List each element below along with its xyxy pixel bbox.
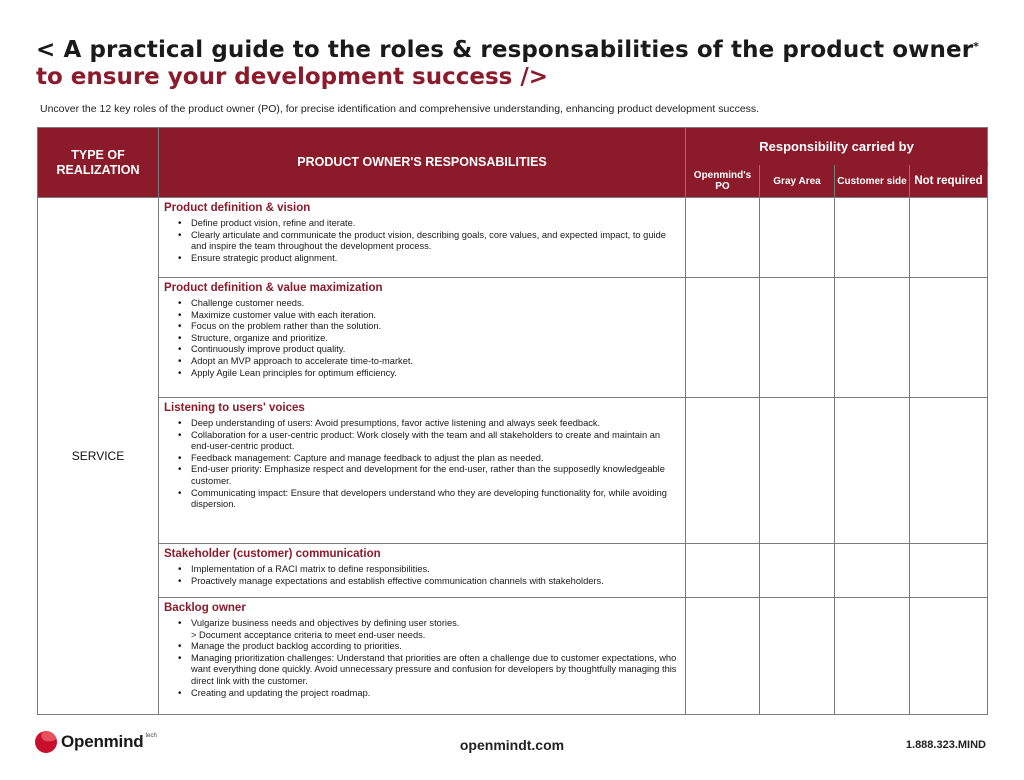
table-row <box>38 398 988 544</box>
list-item: • Vulgarize business needs and objectives by defining user stories. <box>191 618 679 630</box>
list-item: • Adopt an MVP approach to accelerate time-to-market. <box>191 356 679 368</box>
cell-not-required[interactable] <box>910 198 988 278</box>
cell-not-required[interactable] <box>910 544 988 598</box>
table-row <box>38 198 988 278</box>
type-cell-service: SERVICE <box>38 198 159 715</box>
section-title: Product definition & vision <box>164 202 311 214</box>
section-cell <box>159 278 686 398</box>
page-footer <box>0 727 1024 767</box>
cell-openmind-po[interactable] <box>686 598 760 715</box>
section-cell <box>159 398 686 544</box>
header-openmind-po: Openmind's PO <box>686 165 760 198</box>
section-cell <box>159 544 686 598</box>
page-subtitle: Uncover the 12 key roles of the product owner (PO), for precise identification and comprehensive understanding, enhancing product development success. <box>40 103 760 115</box>
item-list <box>164 218 679 264</box>
list-item: • Ensure strategic product alignment. <box>191 253 679 265</box>
list-item: • Apply Agile Lean principles for optimum efficiency. <box>191 368 679 380</box>
cell-gray-area[interactable] <box>760 278 835 398</box>
list-item: • Collaboration for a user-centric product: Work closely with the team and all stakeholders to create and maintain an end-user-centric product. <box>191 430 679 453</box>
cell-customer-side[interactable] <box>835 398 910 544</box>
list-item: • Deep understanding of users: Avoid presumptions, favor active listening and always seek feedback. <box>191 418 679 430</box>
list-item: • Communicating impact: Ensure that developers understand who they are developing functionality for, while avoiding dispersion. <box>191 488 679 511</box>
list-item: • Proactively manage expectations and establish effective communication channels with stakeholders. <box>191 576 679 588</box>
list-item: • Challenge customer needs. <box>191 298 679 310</box>
cell-customer-side[interactable] <box>835 198 910 278</box>
section-title: Listening to users' voices <box>164 402 305 414</box>
title-text-1: < A practical guide to the roles & responsabilities of the product owner <box>36 37 974 63</box>
list-item: • Structure, organize and prioritize. <box>191 333 679 345</box>
table-row <box>38 278 988 398</box>
cell-gray-area[interactable] <box>760 598 835 715</box>
cell-customer-side[interactable] <box>835 598 910 715</box>
item-list <box>164 618 679 699</box>
section-cell <box>159 198 686 278</box>
list-item: • Continuously improve product quality. <box>191 344 679 356</box>
header-customer-side: Customer side <box>835 165 910 198</box>
item-list <box>164 418 679 511</box>
section-cell <box>159 598 686 715</box>
cell-openmind-po[interactable] <box>686 198 760 278</box>
cell-gray-area[interactable] <box>760 198 835 278</box>
list-item: • Implementation of a RACI matrix to define responsibilities. <box>191 564 679 576</box>
cell-openmind-po[interactable] <box>686 398 760 544</box>
header-not-required: Not required <box>910 165 988 198</box>
list-item: • Focus on the problem rather than the solution. <box>191 321 679 333</box>
header-po-responsabilities: PRODUCT OWNER'S RESPONSABILITIES <box>159 128 686 198</box>
list-item: • Maximize customer value with each iteration. <box>191 310 679 322</box>
logo-suffix: tech <box>145 733 157 739</box>
list-item: • End-user priority: Emphasize respect and development for the end-user, rather than the supposedly knowledgeable customer. <box>191 464 679 487</box>
cell-gray-area[interactable] <box>760 544 835 598</box>
cell-not-required[interactable] <box>910 598 988 715</box>
header-responsibility-carried-by: Responsibility carried by <box>686 128 988 165</box>
item-list <box>164 298 679 379</box>
cell-customer-side[interactable] <box>835 544 910 598</box>
page-header <box>36 36 1016 92</box>
cell-not-required[interactable] <box>910 398 988 544</box>
title-footnote-marker: * <box>973 40 979 53</box>
item-list <box>164 564 679 587</box>
list-item: • Manage the product backlog according to priorities. <box>191 641 679 653</box>
list-item: • Clearly articulate and communicate the product vision, describing goals, core values, and expected impact, to guide and inspire the team throughout the development process. <box>191 230 679 253</box>
table-row <box>38 598 988 715</box>
header-type-of-realization: TYPE OF REALIZATION <box>38 128 159 198</box>
sub-list-item: > Document acceptance criteria to meet end-user needs. <box>191 629 426 640</box>
section-title: Stakeholder (customer) communication <box>164 548 381 560</box>
cell-customer-side[interactable] <box>835 278 910 398</box>
phone-number[interactable]: 1.888.323.MIND <box>905 739 986 751</box>
cell-openmind-po[interactable] <box>686 544 760 598</box>
page-title-line2: to ensure your development success /> <box>36 64 549 90</box>
section-title: Backlog owner <box>164 602 246 614</box>
cell-not-required[interactable] <box>910 278 988 398</box>
section-title: Product definition & value maximization <box>164 282 383 294</box>
list-item: • Define product vision, refine and iterate. <box>191 218 679 230</box>
website-link[interactable]: openmindt.com <box>459 737 565 753</box>
list-item: • Creating and updating the project roadmap. <box>191 688 679 700</box>
page-title-line1 <box>36 36 1016 65</box>
header-gray-area: Gray Area <box>760 165 835 198</box>
list-item: • Feedback management: Capture and manage feedback to adjust the plan as needed. <box>191 453 679 465</box>
cell-gray-area[interactable] <box>760 398 835 544</box>
logo-name: Openmind <box>61 732 144 751</box>
responsibilities-table <box>37 127 988 715</box>
cell-openmind-po[interactable] <box>686 278 760 398</box>
table-row <box>38 544 988 598</box>
list-item: • Managing prioritization challenges: Understand that priorities are often a challenge due to customer expectations, who want everything done quickly. Avoid unnecessary pressure and confusion for developers by thoughtfully managing this direct link with the customer. <box>191 653 679 688</box>
